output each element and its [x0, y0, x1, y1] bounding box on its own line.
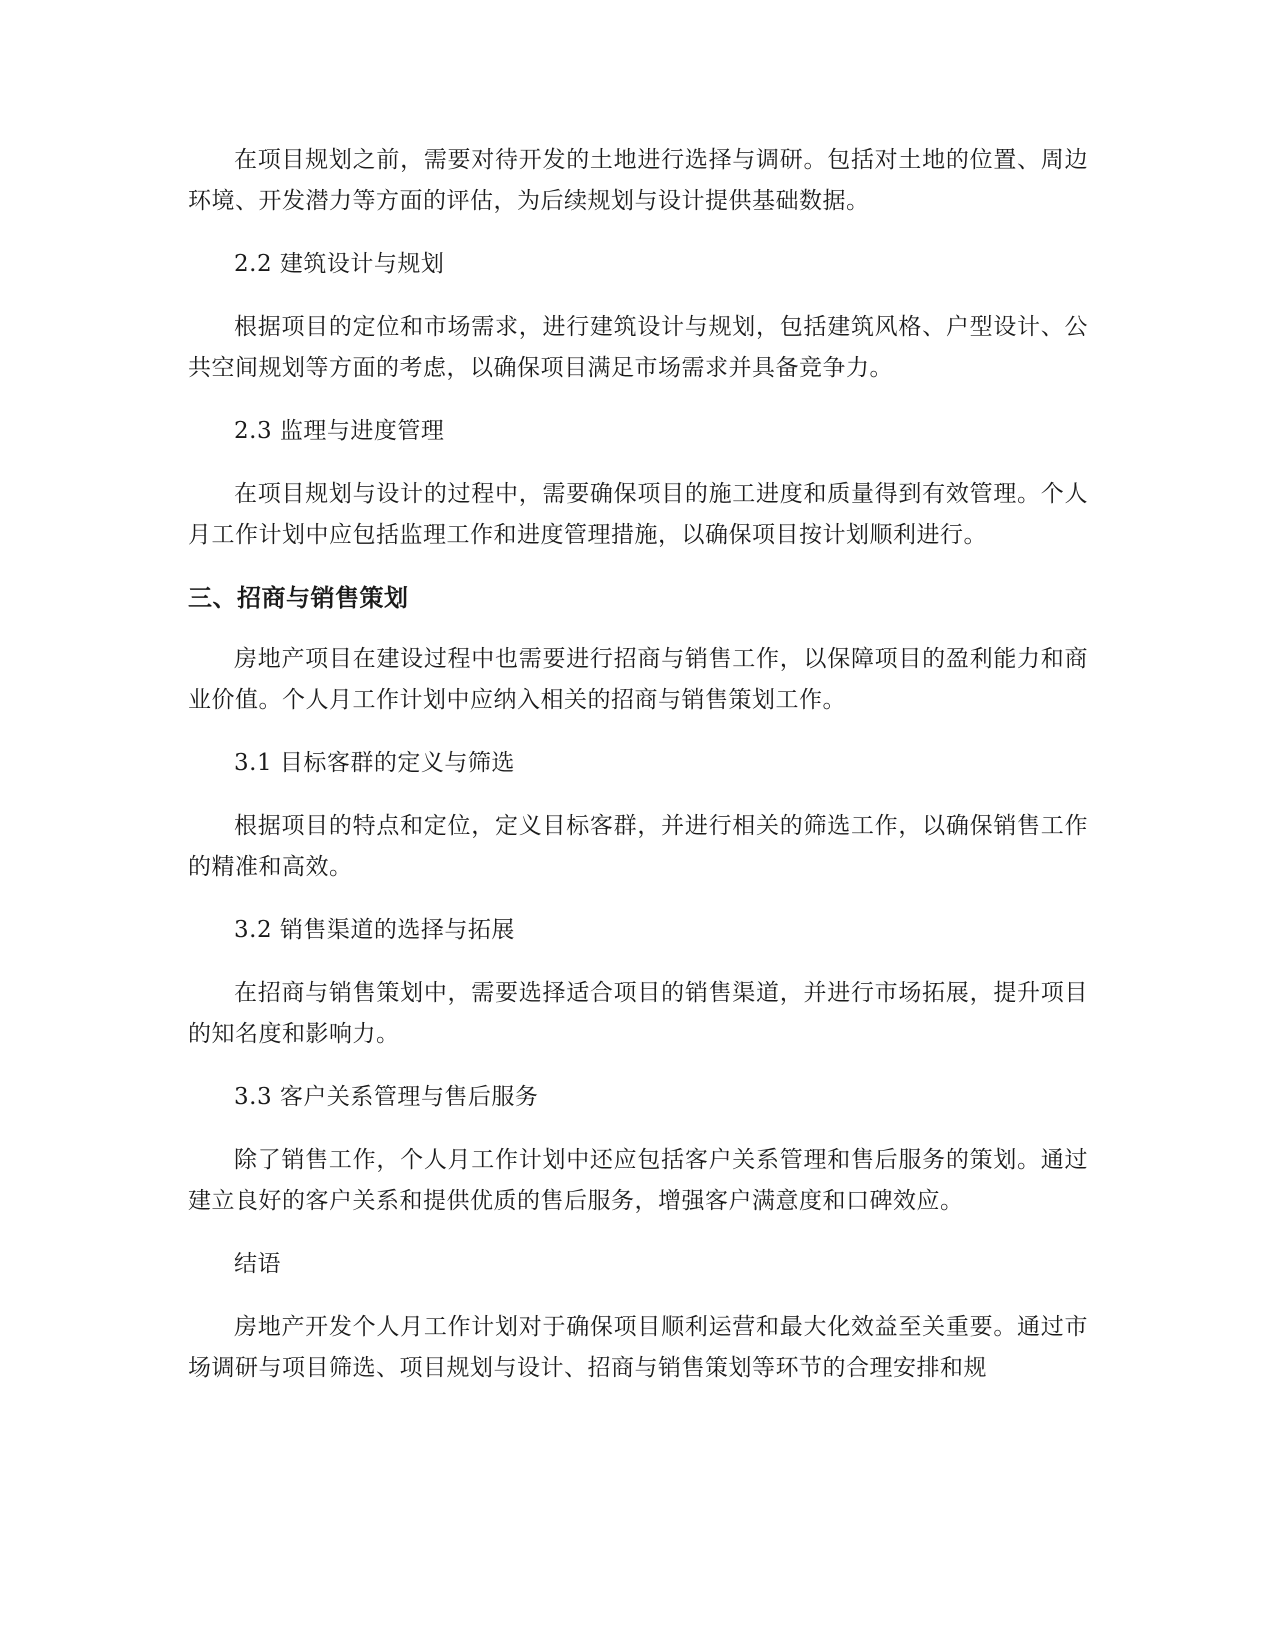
document-page [188, 140, 1088, 1411]
subheading-3-1: 3.1 目标客群的定义与筛选 [234, 750, 515, 776]
paragraph-conclusion: 房地产开发个人月工作计划对于确保项目顺利运营和最大化效益至关重要。通过市场调研与项目筛选、项目规划与设计、招商与销售策划等环节的合理安排和规 [188, 1314, 1088, 1381]
paragraph-supervision-progress: 在项目规划与设计的过程中，需要确保项目的施工进度和质量得到有效管理。个人月工作计划中应包括监理工作和进度管理措施，以确保项目按计划顺利进行。 [188, 481, 1088, 548]
paragraph-architecture-design: 根据项目的定位和市场需求，进行建筑设计与规划，包括建筑风格、户型设计、公共空间规划等方面的考虑，以确保项目满足市场需求并具备竞争力。 [188, 314, 1088, 381]
paragraph-land-survey: 在项目规划之前，需要对待开发的土地进行选择与调研。包括对土地的位置、周边环境、开发潜力等方面的评估，为后续规划与设计提供基础数据。 [188, 147, 1088, 214]
paragraph-customer-relations: 除了销售工作，个人月工作计划中还应包括客户关系管理和售后服务的策划。通过建立良好的客户关系和提供优质的售后服务，增强客户满意度和口碑效应。 [188, 1147, 1088, 1214]
section-title-3: 三、招商与销售策划 [188, 584, 409, 612]
subheading-2-2: 2.2 建筑设计与规划 [234, 251, 445, 277]
subheading-conclusion: 结语 [234, 1251, 281, 1277]
paragraph-target-customers: 根据项目的特点和定位，定义目标客群，并进行相关的筛选工作，以确保销售工作的精准和高效。 [188, 813, 1088, 880]
paragraph-investment-sales: 房地产项目在建设过程中也需要进行招商与销售工作，以保障项目的盈利能力和商业价值。个人月工作计划中应纳入相关的招商与销售策划工作。 [188, 646, 1088, 713]
subheading-3-2: 3.2 销售渠道的选择与拓展 [234, 917, 515, 943]
paragraph-sales-channels: 在招商与销售策划中，需要选择适合项目的销售渠道，并进行市场拓展，提升项目的知名度和影响力。 [188, 980, 1088, 1047]
subheading-2-3: 2.3 监理与进度管理 [234, 418, 445, 444]
subheading-3-3: 3.3 客户关系管理与售后服务 [234, 1084, 539, 1110]
